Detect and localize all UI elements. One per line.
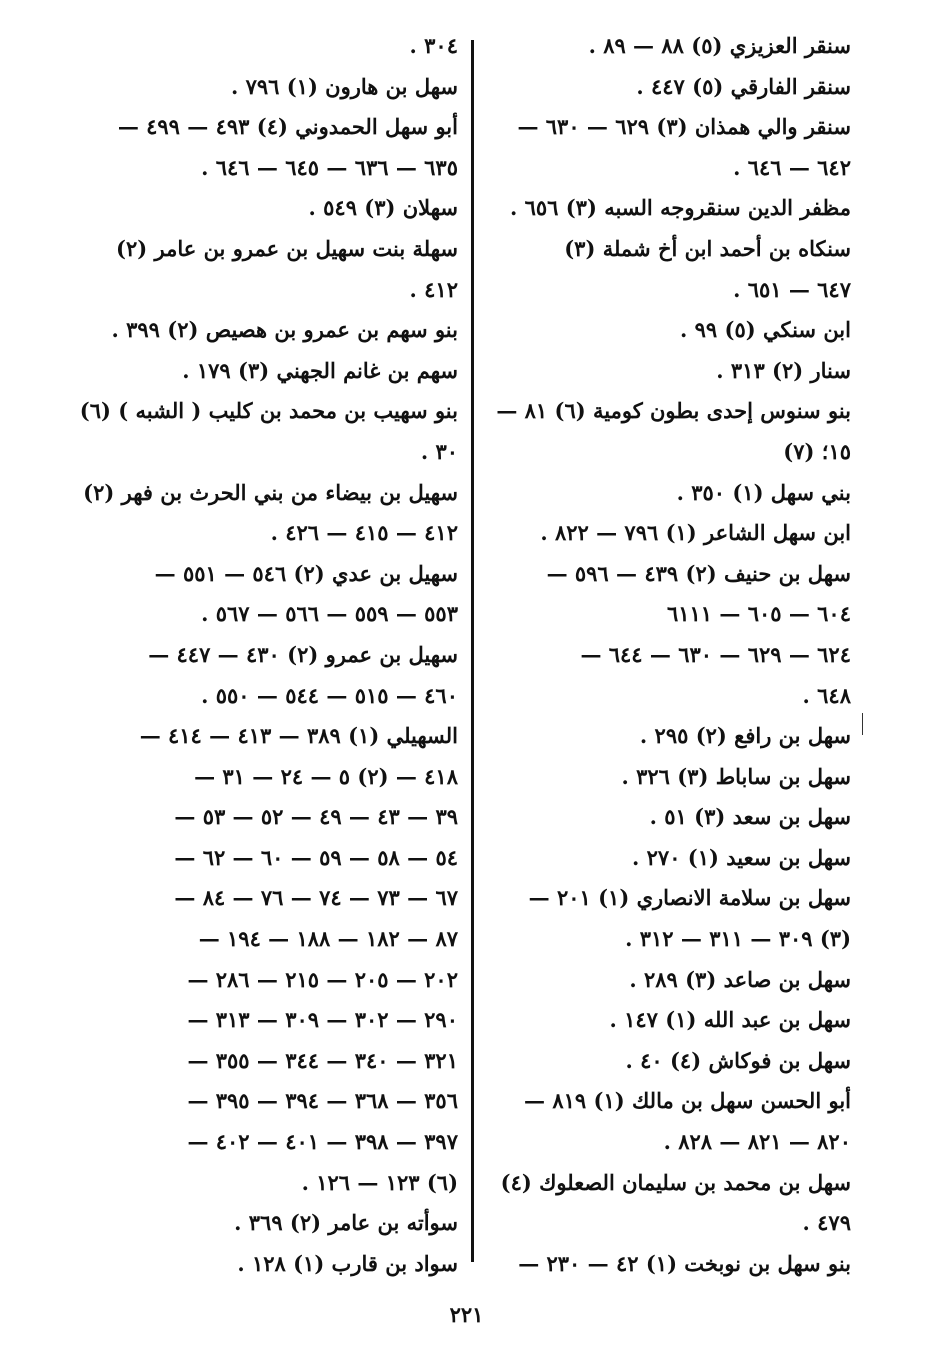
column-divider — [471, 40, 474, 1262]
index-line: ٥٤ — ٥٨ — ٥٩ — ٦٠ — ٦٢ — — [174, 844, 458, 870]
index-line: ابن سنكي (٥) ٩٩ . — [680, 317, 851, 343]
index-line: سهل بن سعد (٣) ٥١ . — [649, 804, 851, 830]
index-line: سهلان (٣) ٥٤٩ . — [308, 195, 458, 221]
index-line: ٤١٨ — (٢) ٥ — ٢٤ — ٣١ — — [194, 763, 458, 789]
index-line: ٤١٢ — ٤١٥ — ٤٢٦ . — [270, 520, 458, 546]
index-line: ٨٢٠ — ٨٢١ — ٨٢٨ . — [663, 1129, 851, 1155]
index-line: سهل بن حنيف (٢) ٤٣٩ — ٥٩٦ — — [546, 560, 851, 586]
left-index-column — [79, 26, 458, 1284]
index-line: سهم بن غانم الجهني (٣) ١٧٩ . — [182, 357, 458, 383]
index-line: بني سهل (١) ٣٥٠ . — [676, 479, 851, 505]
index-line: ١٥؛ (٧) — [783, 438, 851, 464]
index-line: ٣٠ . — [420, 438, 458, 464]
index-line: سهيل بن بيضاء من بني الحرث بن فهر (٢) — [83, 479, 458, 505]
index-line: السهيلي (١) ٣٨٩ — ٤١٣ — ٤١٤ — — [139, 723, 458, 749]
page-number: ٢٢١ — [449, 1302, 484, 1327]
index-line: سهل بن محمد بن سليمان الصعلوك (٤) — [500, 1169, 851, 1195]
index-line: سهل بن صاعد (٣) ٢٨٩ . — [629, 966, 851, 992]
index-line: سنكاه بن أحمد ابن أخ شملة (٣) — [564, 235, 851, 261]
index-line: سنار (٢) ٣١٣ . — [716, 357, 851, 383]
index-line: سوأته بن عامر (٢) ٣٦٩ . — [234, 1210, 458, 1236]
index-line: أبو الحسن سهل بن مالك (١) ٨١٩ — — [524, 1088, 851, 1114]
index-line: أبو سهل الحمدوني (٤) ٤٩٣ — ٤٩٩ — — [117, 114, 458, 140]
index-line: ٦٧ — ٧٣ — ٧٤ — ٧٦ — ٨٤ — — [174, 885, 458, 911]
index-line: ٦٤٨ . — [802, 682, 851, 708]
index-line: ٣٠٤ . — [409, 33, 458, 58]
index-line: ابن سهل الشاعر (١) ٧٩٦ — ٨٢٢ . — [540, 520, 851, 546]
index-line: ٤٦٠ — ٥١٥ — ٥٤٤ — ٥٥٠ . — [201, 682, 458, 708]
index-line: سهل بن سلامة الانصاري (١) ٢٠١ — — [528, 885, 851, 911]
index-line: سهل بن فوكاش (٤) ٤٠ . — [625, 1047, 851, 1073]
index-line: سهل بن عبد الله (١) ١٤٧ . — [609, 1007, 851, 1033]
index-line: بنو سهل بن نوبخت (١) ٤٢ — ٢٣٠ — — [518, 1250, 851, 1276]
index-line: ٦٤٧ — ٦٥١ . — [733, 276, 851, 302]
index-line: بنو سهم بن عمرو بن هصيص (٢) ٣٩٩ . — [111, 317, 458, 343]
index-line: سنقر والي همذان (٣) ٦٢٩ — ٦٣٠ — — [517, 114, 851, 140]
index-line: ٨٧ — ١٨٢ — ١٨٨ — ١٩٤ — — [198, 926, 458, 952]
index-line: سهل بن سعيد (١) ٢٧٠ . — [632, 844, 851, 870]
index-line: ٦٣٥ — ٦٣٦ — ٦٤٥ — ٦٤٦ . — [201, 154, 458, 180]
index-line: (٦) ١٢٣ — ١٢٦ . — [301, 1169, 458, 1195]
index-line: بنو سنوس إحدى بطون كومية (٦) ٨١ — — [496, 398, 851, 424]
index-line: ٢٠٢ — ٢٠٥ — ٢١٥ — ٢٨٦ — — [187, 966, 458, 992]
index-line: ٢٩٠ — ٣٠٢ — ٣٠٩ — ٣١٣ — — [187, 1007, 458, 1033]
index-line: ٦٠٤ — ٦٠٥ — ٦١١١ — [666, 601, 851, 627]
index-line: (٣) ٣٠٩ — ٣١١ — ٣١٢ . — [625, 926, 851, 952]
index-line: ٣٩ — ٤٣ — ٤٩ — ٥٢ — ٥٣ — — [174, 804, 458, 830]
index-line: بنو سهيب بن محمد بن كليب ( الشبه ) (٦) — [79, 398, 458, 424]
index-line: ٣٢١ — ٣٤٠ — ٣٤٤ — ٣٥٥ — — [187, 1047, 458, 1073]
index-line: ٤٧٩ . — [802, 1210, 851, 1236]
index-line: سهل بن ساباط (٣) ٣٢٦ . — [621, 763, 851, 789]
margin-mark — [862, 713, 863, 735]
index-line: سهل بن رافع (٢) ٢٩٥ . — [639, 723, 851, 749]
index-line: مظفر الدين سنقروجه السبه (٣) ٦٥٦ . — [509, 195, 851, 221]
index-line: ٤١٢ . — [409, 276, 458, 302]
index-line: سهلة بنت سهيل بن عمرو بن عامر (٢) — [116, 235, 458, 261]
index-line: ٣٩٧ — ٣٩٨ — ٤٠١ — ٤٠٢ — — [187, 1129, 458, 1155]
index-line: سنقر الفارقي (٥) ٤٤٧ . — [636, 73, 851, 99]
index-line: سنقر العزيزي (٥) ٨٨ — ٨٩ . — [588, 33, 851, 58]
right-index-column — [496, 26, 851, 1284]
index-line: ٣٥٦ — ٣٦٨ — ٣٩٤ — ٣٩٥ — — [187, 1088, 458, 1114]
index-line: ٦٤٢ — ٦٤٦ . — [733, 154, 851, 180]
index-line: سهيل بن عمرو (٢) ٤٣٠ — ٤٤٧ — — [148, 641, 458, 667]
index-line: سواد بن قارب (١) ١٢٨ . — [237, 1250, 458, 1276]
index-line: سهيل بن عدي (٢) ٥٤٦ — ٥٥١ — — [154, 560, 458, 586]
index-line: ٦٢٤ — ٦٢٩ — ٦٣٠ — ٦٤٤ — — [580, 641, 851, 667]
index-line: ٥٥٣ — ٥٥٩ — ٥٦٦ — ٥٦٧ . — [201, 601, 458, 627]
index-line: سهل بن هارون (١) ٧٩٦ . — [230, 73, 458, 99]
